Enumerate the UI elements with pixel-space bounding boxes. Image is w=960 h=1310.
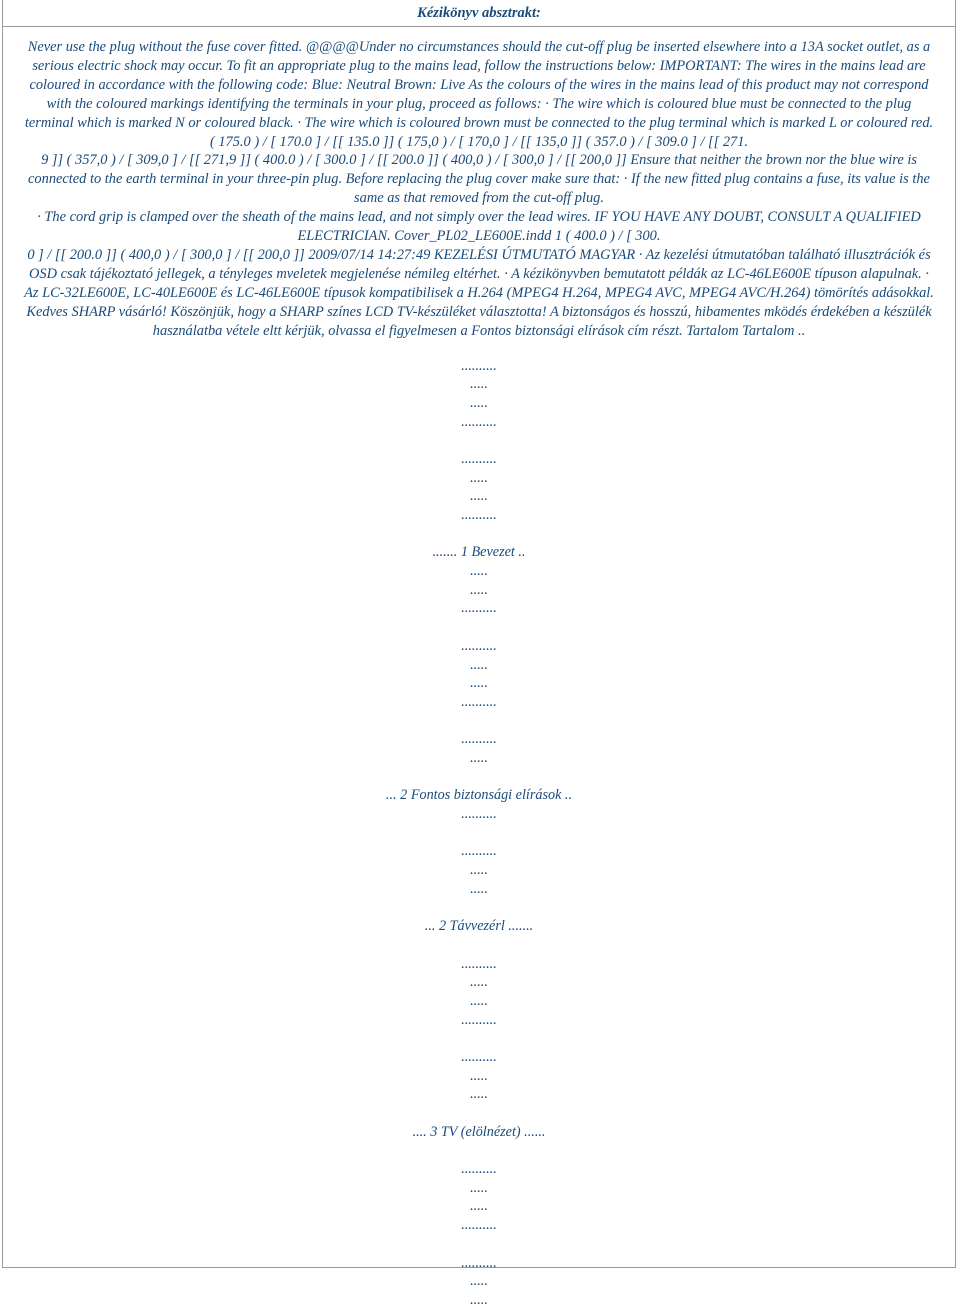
abstract-line: ( 175.0 ) / [ 170.0 ] / [[ 135.0 ]] ( 175,0 ) / [ 170,0 ] / [[ 135,0 ]] ( 357.0 ) / [ 309.0 ] / [[ 271. [209, 133, 749, 150]
toc-leader-dots: .......... [461, 806, 497, 822]
toc-spacer [3, 1141, 955, 1160]
toc-entry: ....... 1 Bevezet .. [432, 544, 526, 561]
toc-spacer [3, 1235, 955, 1254]
toc-leader-dots: ..... [470, 1273, 488, 1290]
toc-leader-dots: ..... [470, 581, 488, 598]
abstract-line: same as that removed from the cut-off plug. [354, 190, 604, 207]
toc-leader-dots: .......... [461, 413, 497, 430]
toc-leader-dots: .......... [461, 507, 497, 523]
toc-leader-dots: ..... [470, 1067, 488, 1084]
toc-leader-dots: ..... [470, 376, 488, 393]
abstract-text [3, 27, 955, 341]
toc-spacer [3, 768, 955, 787]
document-frame [2, 0, 956, 1308]
toc-spacer [3, 712, 955, 731]
abstract-line: Az LC-32LE600E, LC-40LE600E és LC-46LE600E típusok kompatibilisek a H.264 (MPEG4 H.264, MPEG4 AVC, MPEG4 AVC/H.264) tömörítés adásokkal. [24, 284, 934, 301]
toc-leader-dots: ..... [470, 469, 488, 486]
toc-spacer [3, 936, 955, 955]
abstract-line: Never use the plug without the fuse cover fitted. @@@@Under no circumstances should the cut-off plug be inserted elsewhere into a 13A socket outlet, as a [27, 39, 931, 55]
abstract-line: 0 ] / [[ 200.0 ]] ( 400,0 ) / [ 300,0 ] / [[ 200,0 ]] 2009/07/14 14:27:49 KEZELÉSI ÚTMUTATÓ MAGYAR · Az kezelési útmutatóban található illusztrációk és [27, 246, 931, 263]
abstract-line: ELECTRICIAN. Cover_PL02_LE600E.indd 1 ( 400.0 ) / [ 300. [297, 228, 661, 245]
toc-leader-dots: .......... [461, 1048, 497, 1065]
toc-entry: ... 2 Távvezérl ....... [424, 918, 534, 935]
abstract-line: connected to the earth terminal in your three-pin plug. Before replacing the plug cover make sure that: · If the new fitted plug contains a fuse, its value is the [28, 171, 930, 188]
toc-leader-dots: ..... [470, 488, 488, 505]
toc-leader-dots: ..... [470, 974, 488, 991]
abstract-line: serious electric shock may occur. To fit an appropriate plug to the mains lead, follow the instructions below: IMPORTANT: The wires in the mains lead are [32, 57, 926, 74]
toc-leader-dots: ..... [470, 563, 488, 580]
abstract-line: OSD csak tájékoztató jellegek, a tényleges mveletek megjelenése némileg eltérhet. · A kézikönyvben bemutatott példák az LC-46LE600E típuson alapulnak. · [29, 265, 929, 282]
toc-spacer [3, 824, 955, 843]
table-of-contents [3, 357, 955, 1310]
toc-leader-dots: .......... [461, 600, 497, 617]
toc-leader-dots: ..... [470, 394, 488, 411]
toc-leader-dots: .......... [461, 1011, 497, 1028]
toc-leader-dots: .......... [461, 955, 497, 972]
toc-leader-dots: .......... [461, 450, 497, 467]
toc-spacer [3, 1104, 955, 1123]
abstract-line: Kedves SHARP vásárló! Köszönjük, hogy a SHARP színes LCD TV-készüléket választotta! A biztonságos és hosszú, hibamentes mködés érdekében a készülék [26, 303, 932, 320]
toc-leader-dots: ..... [470, 1086, 488, 1103]
toc-leader-dots: .......... [461, 693, 497, 710]
toc-spacer [3, 618, 955, 637]
toc-leader-dots: ..... [470, 880, 488, 897]
toc-leader-dots: .......... [461, 1217, 497, 1234]
toc-spacer [3, 431, 955, 450]
page-title: Kézikönyv absztrakt: [3, 0, 955, 27]
abstract-line: 9 ]] ( 357,0 ) / [ 309,0 ] / [[ 271,9 ]] ( 400.0 ) / [ 300.0 ] / [[ 200.0 ]] ( 400,0 ) / [ 300,0 ] / [[ 200,0 ]] Ensure that neither the brown nor the blue wire is [41, 152, 917, 169]
toc-spacer [3, 525, 955, 544]
toc-leader-dots: .......... [461, 637, 497, 654]
abstract-line: terminal which is marked N or coloured black. · The wire which is coloured brown must be connected to the plug terminal which is marked L or coloured red. [24, 114, 934, 131]
toc-leader-dots: ..... [470, 1291, 488, 1308]
toc-leader-dots: ..... [470, 992, 488, 1009]
toc-spacer [3, 898, 955, 917]
toc-leader-dots: .......... [461, 1161, 497, 1178]
toc-leader-dots: ..... [470, 656, 488, 673]
toc-entry: .... 3 TV (elölnézet) ...... [412, 1123, 546, 1140]
toc-leader-dots: .......... [461, 843, 497, 860]
toc-leader-dots: .......... [461, 1254, 497, 1271]
toc-spacer [3, 1029, 955, 1048]
abstract-line: · The cord grip is clamped over the sheath of the mains lead, and not simply over the lead wires. IF YOU HAVE ANY DOUBT, CONSULT A QUALIFIED [37, 209, 921, 226]
abstract-line: with the coloured markings identifying the terminals in your plug, proceed as follows: · The wire which is coloured blue must be connected to the plug [46, 95, 912, 112]
toc-entry: ... 2 Fontos biztonsági elírások .. [385, 787, 573, 804]
toc-leader-dots: ..... [470, 862, 488, 879]
abstract-line: használatba vétele eltt kérjük, olvassa el figyelmesen a Fontos biztonsági elírások cím részt. Tartalom Tartalom .. [152, 322, 806, 339]
abstract-line: coloured in accordance with the following code: Blue: Neutral Brown: Live As the colours of the wires in the mains lead of this product may not correspond [29, 76, 929, 93]
toc-leader-dots: ..... [470, 749, 488, 766]
toc-leader-dots: ..... [470, 675, 488, 692]
toc-leader-dots: .......... [461, 731, 497, 748]
toc-leader-dots: .......... [461, 357, 497, 374]
toc-leader-dots: ..... [470, 1198, 488, 1215]
toc-leader-dots: ..... [470, 1179, 488, 1196]
